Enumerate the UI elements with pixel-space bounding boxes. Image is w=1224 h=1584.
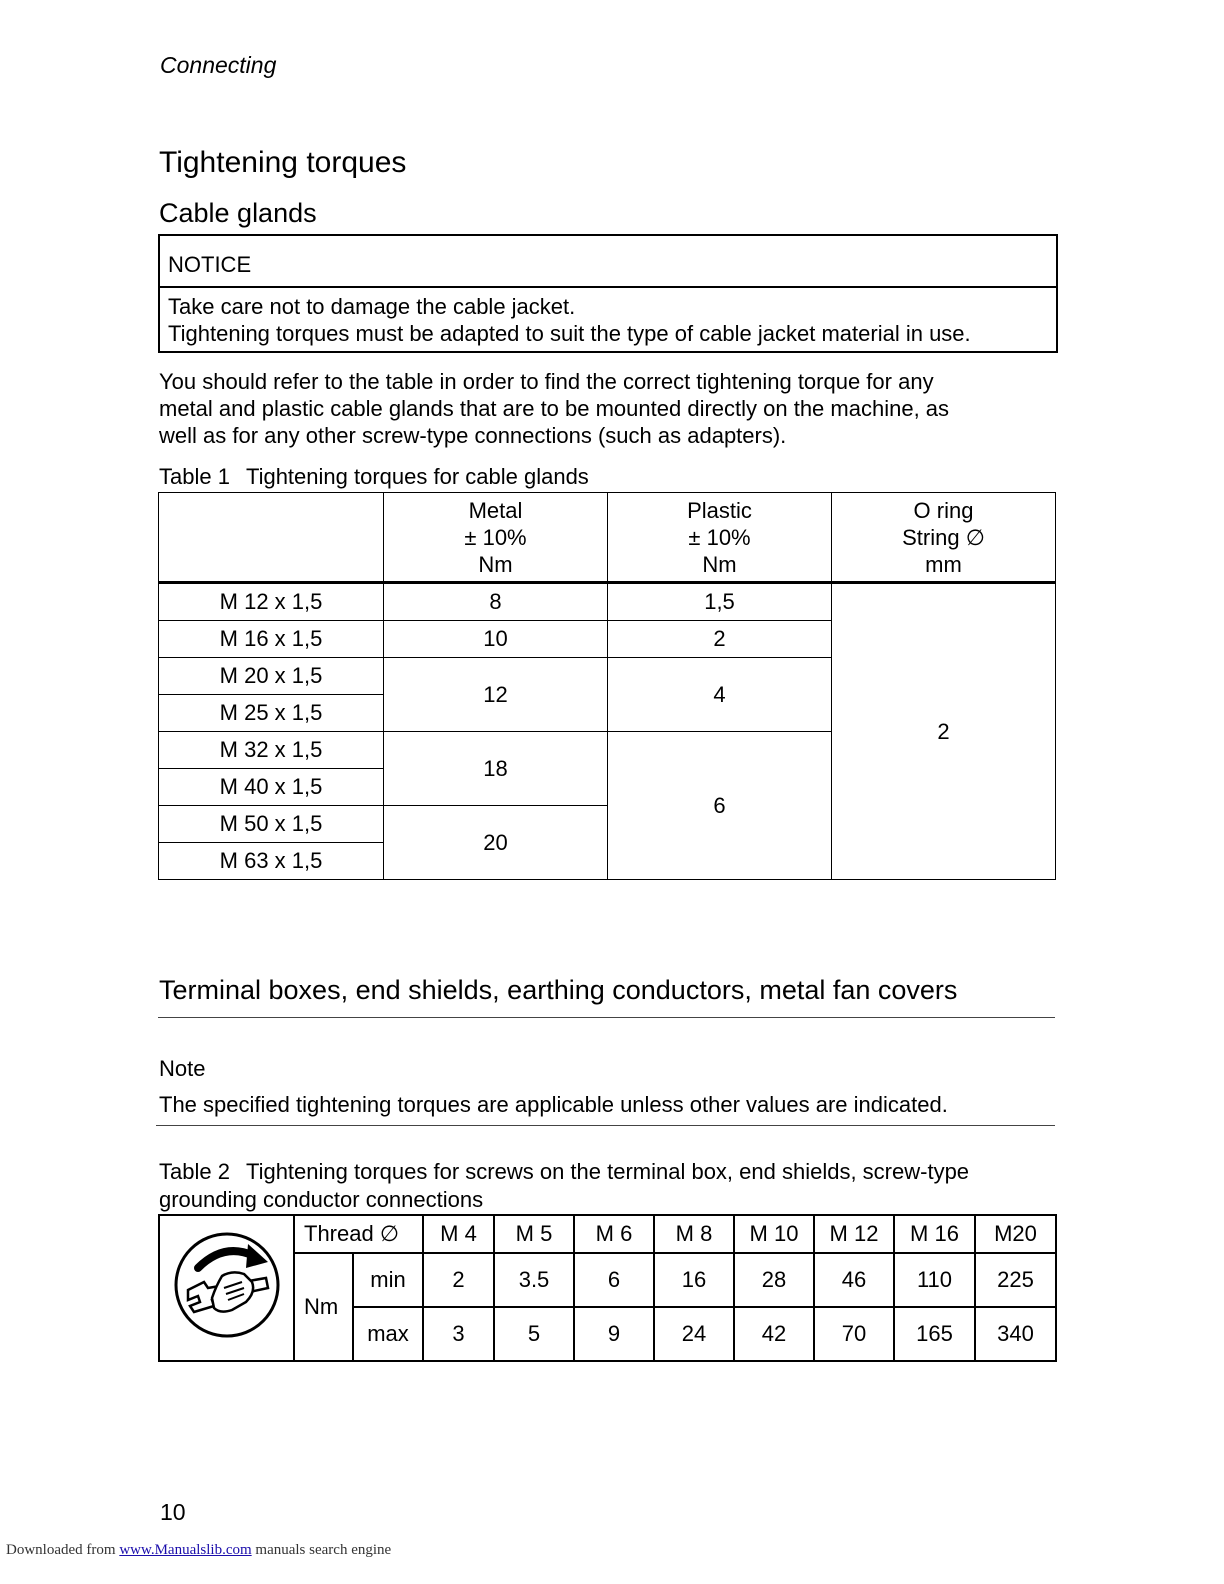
notice-line: Tightening torques must be adapted to suit the type of cable jacket material in use. [168,321,971,346]
page-title: Tightening torques [159,146,407,179]
note-text: The specified tightening torques are applicable unless other values are indicated. [159,1092,948,1117]
notice-body [160,288,1056,351]
size-cell: M 16 [894,1215,975,1253]
paragraph-line: metal and plastic cable glands that are to be mounted directly on the machine, as [159,396,950,421]
max-value-cell: 42 [734,1307,814,1361]
header-text: ± 10% [688,524,751,550]
size-cell: M 10 [734,1215,814,1253]
notice-box [158,234,1058,353]
min-value-cell: 28 [734,1253,814,1307]
min-value-cell: 225 [975,1253,1056,1307]
thread-cell: M 25 x 1,5 [159,695,384,732]
torque-icon-cell [159,1215,294,1361]
note-label: Note [159,1056,206,1081]
min-value-cell: 6 [574,1253,654,1307]
min-value-cell: 110 [894,1253,975,1307]
screw-torque-table [158,1214,1057,1362]
max-value-cell: 24 [654,1307,734,1361]
header-text: O ring [913,497,974,523]
header-cell-metal [384,493,608,583]
metal-torque-cell: 8 [384,583,608,621]
size-cell: M 8 [654,1215,734,1253]
page-number: 10 [160,1499,186,1525]
plastic-torque-cell: 6 [608,732,832,880]
thread-cell: M 40 x 1,5 [159,769,384,806]
size-cell: M 12 [814,1215,894,1253]
header-text: Metal [468,497,523,523]
download-footer [6,1542,391,1559]
table2-caption [159,1158,1059,1214]
table1-caption [159,464,589,490]
divider [156,1125,1055,1126]
footer-suffix: manuals search engine [255,1542,392,1558]
header-text: Plastic [687,497,752,523]
min-label-cell: min [353,1253,423,1307]
header-cell-empty [159,493,384,583]
header-text: Nm [478,551,513,577]
metal-torque-cell: 20 [384,806,608,880]
metal-torque-cell: 10 [384,621,608,658]
divider [158,1017,1055,1018]
header-text: ± 10% [464,524,527,550]
table2-caption-line: grounding conductor connections [159,1187,484,1212]
thread-cell: M 32 x 1,5 [159,732,384,769]
max-value-cell: 165 [894,1307,975,1361]
size-cell: M 5 [494,1215,574,1253]
section-heading-cable-glands: Cable glands [159,198,317,228]
notice-line: Take care not to damage the cable jacket. [168,294,576,319]
min-value-cell: 2 [423,1253,494,1307]
header-text: mm [925,551,962,577]
min-value-cell: 46 [814,1253,894,1307]
thread-cell: M 12 x 1,5 [159,583,384,621]
plastic-torque-cell: 1,5 [608,583,832,621]
notice-heading: NOTICE [160,236,1056,288]
table-row [159,1215,1056,1253]
max-value-cell: 9 [574,1307,654,1361]
plastic-torque-cell: 4 [608,658,832,732]
thread-cell: M 20 x 1,5 [159,658,384,695]
min-value-cell: 3.5 [494,1253,574,1307]
thread-cell: M 16 x 1,5 [159,621,384,658]
table1-caption-title: Tightening torques for cable glands [245,464,589,489]
thread-cell: M 50 x 1,5 [159,806,384,843]
running-header: Connecting [160,52,277,78]
max-value-cell: 5 [494,1307,574,1361]
header-cell-plastic [608,493,832,583]
size-cell: M 4 [423,1215,494,1253]
header-text: String ∅ [902,524,985,550]
size-cell: M20 [975,1215,1056,1253]
table-row [159,1253,1056,1307]
oring-cell: 2 [832,583,1056,880]
torque-wrench-icon [172,1230,282,1340]
manualslib-link[interactable]: www.Manualslib.com [119,1542,252,1558]
min-value-cell: 16 [654,1253,734,1307]
paragraph-line: You should refer to the table in order to find the correct tightening torque for any [159,369,934,394]
paragraph-line: well as for any other screw-type connections (such as adapters). [159,423,787,448]
table-row [159,583,1056,621]
unit-label-cell: Nm [294,1253,353,1361]
section-heading-terminal-boxes: Terminal boxes, end shields, earthing conductors, metal fan covers [159,975,958,1005]
max-value-cell: 3 [423,1307,494,1361]
metal-torque-cell: 12 [384,658,608,732]
intro-paragraph [159,368,1059,449]
metal-torque-cell: 18 [384,732,608,806]
table-header-row [159,493,1056,583]
thread-cell: M 63 x 1,5 [159,843,384,880]
max-value-cell: 340 [975,1307,1056,1361]
header-cell-oring [832,493,1056,583]
table1-caption-number: Table 1 [159,464,230,489]
footer-prefix: Downloaded from [6,1542,116,1558]
max-label-cell: max [353,1307,423,1361]
header-text: Nm [702,551,737,577]
size-cell: M 6 [574,1215,654,1253]
table2-caption-number: Table 2 [159,1159,230,1184]
max-value-cell: 70 [814,1307,894,1361]
thread-label-cell: Thread ∅ [294,1215,423,1253]
cable-gland-torque-table [158,492,1056,880]
plastic-torque-cell: 2 [608,621,832,658]
table2-caption-line: Tightening torques for screws on the terminal box, end shields, screw-type [245,1159,970,1184]
